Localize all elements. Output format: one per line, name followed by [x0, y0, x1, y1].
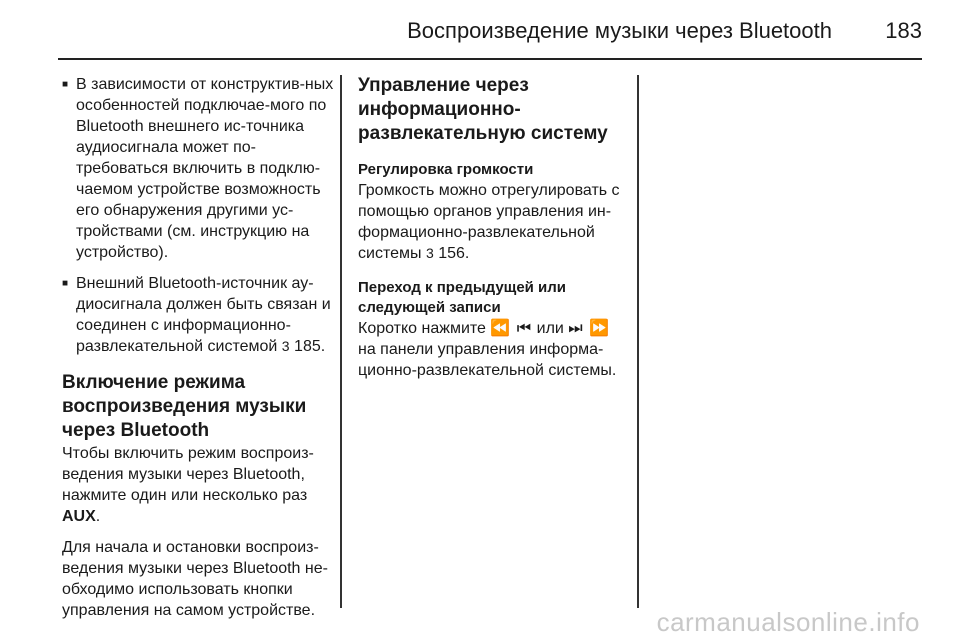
paragraph: Для начала и остановки воспроиз-ведения музыки через Bluetooth не-обходимо использовать кнопки управления на самом устройстве. — [62, 539, 328, 619]
header-title: Воспроизведение музыки через Bluetooth — [407, 18, 832, 43]
paragraph-text: или — [536, 320, 564, 337]
page-ref[interactable]: 156. — [438, 245, 470, 262]
bullet-icon: ■ — [62, 278, 69, 289]
paragraph — [358, 180, 628, 264]
next-track-icon: ⏭ ⏩ — [568, 320, 611, 337]
page-header — [58, 14, 922, 60]
bullet-text: Внешний Bluetooth-источник ау-диосигнала должен быть связан и соединен с информационно-развлекательной системой — [76, 275, 331, 355]
paragraph-text: Коротко нажмите — [358, 320, 486, 337]
list-item — [62, 74, 334, 263]
section-heading: Включение режима воспроизведения музыки через Bluetooth — [62, 372, 307, 441]
paragraph-text: . — [95, 508, 101, 525]
bullet-text: В зависимости от конструктив-ных особенностей подключае-мого по Bluetooth внешнего ис-точника аудиосигнала может по-требоваться включить в подклю-чаемом устройстве возможность его обнаружения другими ус-тройствами (см. инструкцию на устройство). — [76, 76, 334, 261]
left-column — [62, 74, 334, 631]
watermark: carmanualsonline.info — [656, 607, 920, 637]
paragraph-text: Чтобы включить режим воспроиз-ведения музыки через Bluetooth, нажмите один или несколько раз — [62, 445, 314, 504]
list-item — [62, 273, 334, 357]
prev-track-icon: ⏪ ⏮ — [490, 320, 533, 337]
section-heading: Управление через информационно-развлекательную систему — [358, 75, 608, 144]
page-ref[interactable]: 185. — [294, 338, 326, 355]
page-number: 183 — [885, 18, 922, 43]
paragraph — [358, 318, 628, 381]
column-divider-left — [340, 75, 342, 608]
aux-key-label: AUX — [62, 508, 96, 525]
bullet-icon: ■ — [62, 79, 69, 90]
page-ref-icon: 3 — [281, 338, 290, 354]
subsection-heading: Переход к предыдущей или следующей записи — [358, 279, 567, 316]
subsection-heading: Регулировка громкости — [358, 161, 534, 178]
paragraph-text: Громкость можно отрегулировать с помощью органов управления ин-формационно-развлекательной системы — [358, 182, 620, 262]
page-ref-icon: 3 — [425, 245, 434, 261]
right-column — [358, 74, 628, 391]
column-divider-right — [637, 75, 639, 608]
paragraph-text: на панели управления информа-ционно-развлекательной системы. — [358, 341, 617, 379]
paragraph — [62, 443, 334, 527]
